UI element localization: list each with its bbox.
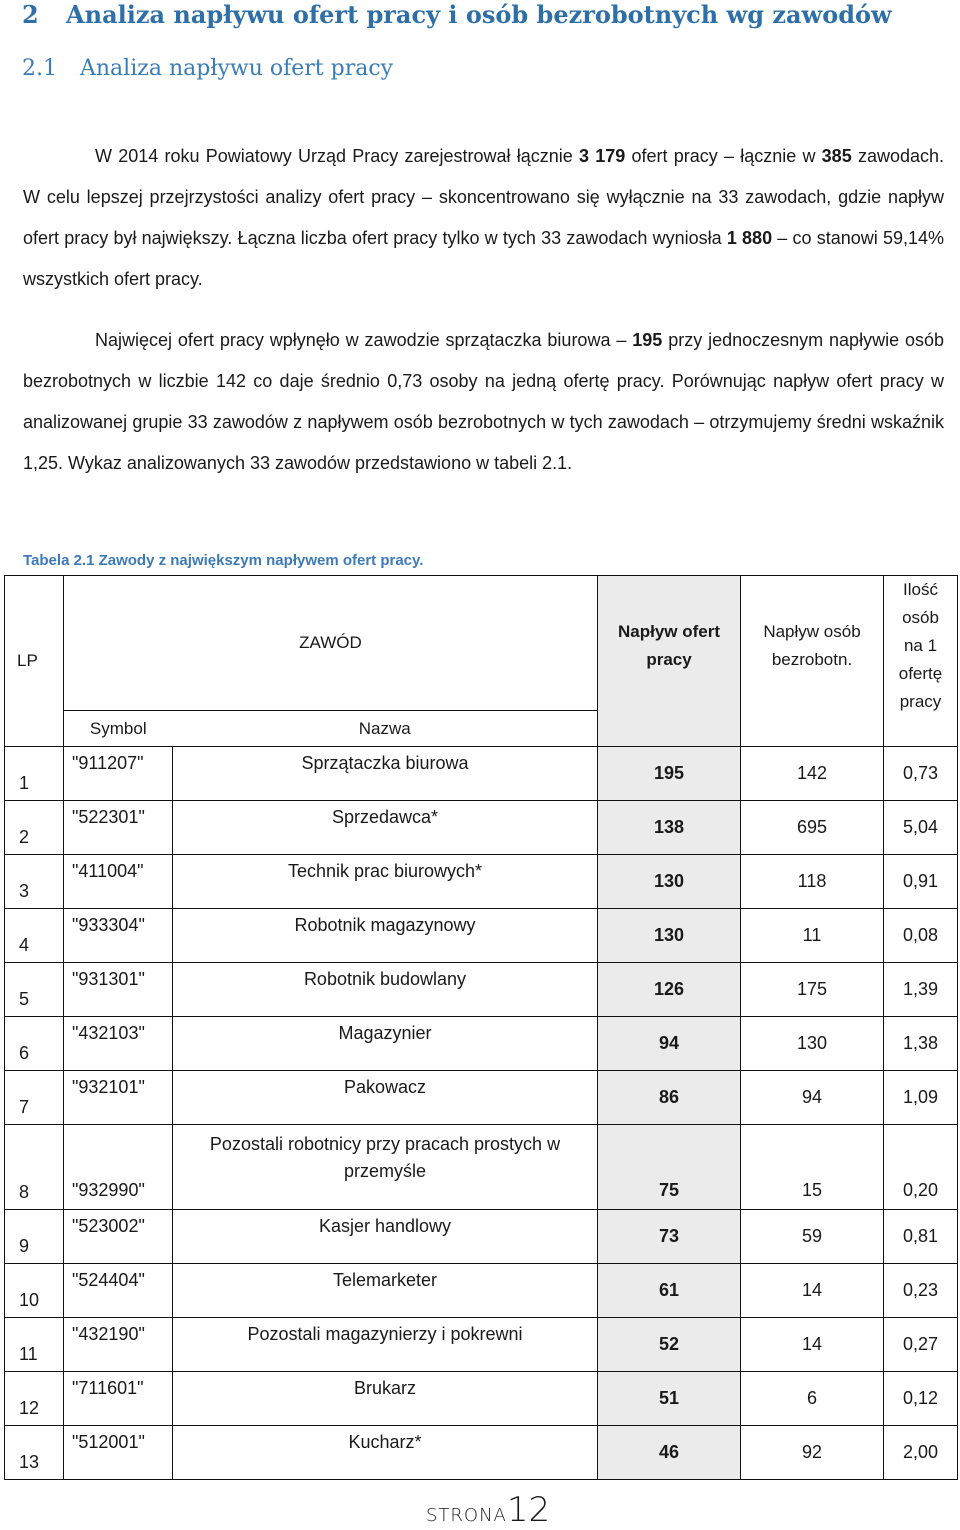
cell-nazwa: Technik prac biurowych* bbox=[173, 855, 598, 909]
text-run: ofert pracy – łącznie w bbox=[625, 146, 822, 166]
cell-oferty: 86 bbox=[598, 1071, 741, 1125]
header-nazwa: Nazwa bbox=[173, 711, 598, 747]
table-row bbox=[5, 1125, 958, 1210]
cell-symbol: "711601" bbox=[64, 1372, 173, 1426]
cell-ilosc: 0,12 bbox=[884, 1372, 958, 1426]
table-row bbox=[5, 1372, 958, 1426]
cell-symbol: "432190" bbox=[64, 1318, 173, 1372]
cell-ilosc: 2,00 bbox=[884, 1426, 958, 1480]
subsection-heading bbox=[22, 56, 393, 81]
section-number: 2 bbox=[22, 0, 39, 29]
cell-lp: 1 bbox=[5, 747, 64, 801]
cell-osoby: 118 bbox=[741, 855, 884, 909]
table-row bbox=[5, 963, 958, 1017]
table-row bbox=[5, 1071, 958, 1125]
cell-lp: 6 bbox=[5, 1017, 64, 1071]
cell-symbol: "432103" bbox=[64, 1017, 173, 1071]
text-run: – co stanowi 59,14% wszystkich ofert pracy. bbox=[23, 228, 944, 289]
header-oferty: Napływ ofert pracy bbox=[598, 576, 741, 747]
cell-symbol: "523002" bbox=[64, 1210, 173, 1264]
cell-lp: 2 bbox=[5, 801, 64, 855]
cell-lp: 12 bbox=[5, 1372, 64, 1426]
subsection-title: Analiza napływu ofert pracy bbox=[80, 56, 394, 81]
cell-lp: 5 bbox=[5, 963, 64, 1017]
cell-oferty: 46 bbox=[598, 1426, 741, 1480]
cell-oferty: 130 bbox=[598, 909, 741, 963]
cell-nazwa: Pozostali robotnicy przy pracach prostych w przemyśle bbox=[173, 1125, 598, 1210]
cell-nazwa: Brukarz bbox=[173, 1372, 598, 1426]
cell-oferty: 52 bbox=[598, 1318, 741, 1372]
cell-ilosc: 0,81 bbox=[884, 1210, 958, 1264]
text-run: Najwięcej ofert pracy wpłynęło w zawodzie sprzątaczka biurowa – bbox=[95, 330, 633, 350]
header-osoby: Napływ osób bezrobotn. bbox=[741, 576, 884, 747]
cell-symbol: "911207" bbox=[64, 747, 173, 801]
table-header-row bbox=[5, 576, 958, 711]
cell-lp: 8 bbox=[5, 1125, 64, 1210]
page-footer bbox=[426, 1490, 550, 1530]
text-run: W 2014 roku Powiatowy Urząd Pracy zarejestrował łącznie bbox=[95, 146, 579, 166]
paragraph-intro bbox=[23, 136, 944, 300]
cell-lp: 7 bbox=[5, 1071, 64, 1125]
cell-symbol: "522301" bbox=[64, 801, 173, 855]
cell-nazwa: Telemarketer bbox=[173, 1264, 598, 1318]
table-row bbox=[5, 1426, 958, 1480]
table-row bbox=[5, 747, 958, 801]
cell-oferty: 94 bbox=[598, 1017, 741, 1071]
cell-ilosc: 0,08 bbox=[884, 909, 958, 963]
table-row bbox=[5, 1318, 958, 1372]
cell-lp: 11 bbox=[5, 1318, 64, 1372]
cell-osoby: 14 bbox=[741, 1264, 884, 1318]
text-bold: 1 880 bbox=[726, 228, 773, 248]
cell-nazwa: Magazynier bbox=[173, 1017, 598, 1071]
cell-osoby: 92 bbox=[741, 1426, 884, 1480]
cell-oferty: 75 bbox=[598, 1125, 741, 1210]
cell-ilosc: 5,04 bbox=[884, 801, 958, 855]
cell-oferty: 138 bbox=[598, 801, 741, 855]
cell-osoby: 14 bbox=[741, 1318, 884, 1372]
page-number: 12 bbox=[506, 1490, 551, 1530]
table-row bbox=[5, 855, 958, 909]
cell-oferty: 61 bbox=[598, 1264, 741, 1318]
cell-oferty: 73 bbox=[598, 1210, 741, 1264]
cell-ilosc: 0,91 bbox=[884, 855, 958, 909]
cell-lp: 13 bbox=[5, 1426, 64, 1480]
cell-lp: 10 bbox=[5, 1264, 64, 1318]
text-bold: 385 bbox=[821, 146, 852, 166]
text-run: zawodach. W celu lepszej przejrzystości analizy ofert pracy – skoncentrowano się wyłącznie na 33 zawodach, gdzie napływ ofert pracy był największy. Łączna liczba ofert pracy tylko w tych 33 zawodach wyniosła bbox=[23, 146, 944, 248]
cell-osoby: 130 bbox=[741, 1017, 884, 1071]
cell-nazwa: Kasjer handlowy bbox=[173, 1210, 598, 1264]
cell-ilosc: 1,39 bbox=[884, 963, 958, 1017]
cell-nazwa: Kucharz* bbox=[173, 1426, 598, 1480]
cell-osoby: 15 bbox=[741, 1125, 884, 1210]
cell-ilosc: 1,09 bbox=[884, 1071, 958, 1125]
cell-nazwa: Robotnik budowlany bbox=[173, 963, 598, 1017]
table-row bbox=[5, 1017, 958, 1071]
header-zawod: ZAWÓD bbox=[64, 576, 598, 711]
table-row bbox=[5, 1210, 958, 1264]
subsection-number: 2.1 bbox=[22, 56, 57, 81]
cell-oferty: 51 bbox=[598, 1372, 741, 1426]
cell-ilosc: 0,20 bbox=[884, 1125, 958, 1210]
occupations-table bbox=[4, 575, 958, 1480]
cell-ilosc: 0,27 bbox=[884, 1318, 958, 1372]
cell-nazwa: Robotnik magazynowy bbox=[173, 909, 598, 963]
cell-osoby: 59 bbox=[741, 1210, 884, 1264]
cell-osoby: 6 bbox=[741, 1372, 884, 1426]
cell-symbol: "932101" bbox=[64, 1071, 173, 1125]
cell-symbol: "931301" bbox=[64, 963, 173, 1017]
text-run: przy jednoczesnym napływie osób bezrobotnych w liczbie 142 co daje średnio 0,73 osoby na jedną ofertę pracy. Porównując napływ ofert pracy w analizowanej grupie 33 zawodów z napływem osób bezrobotnych w tych zawodach – otrzymujemy średni wskaźnik 1,25. Wykaz analizowanych 33 zawodów przedstawiono w tabeli 2.1. bbox=[23, 330, 944, 473]
table-row bbox=[5, 801, 958, 855]
paragraph-summary bbox=[23, 320, 944, 484]
cell-symbol: "512001" bbox=[64, 1426, 173, 1480]
table-row bbox=[5, 1264, 958, 1318]
section-title: Analiza napływu ofert pracy i osób bezrobotnych wg zawodów bbox=[66, 0, 892, 29]
cell-ilosc: 1,38 bbox=[884, 1017, 958, 1071]
cell-lp: 4 bbox=[5, 909, 64, 963]
cell-nazwa: Sprzątaczka biurowa bbox=[173, 747, 598, 801]
footer-label: STRONA bbox=[426, 1505, 507, 1526]
cell-lp: 9 bbox=[5, 1210, 64, 1264]
table-caption: Tabela 2.1 Zawody z największym napływem ofert pracy. bbox=[23, 552, 424, 569]
cell-nazwa: Sprzedawca* bbox=[173, 801, 598, 855]
cell-osoby: 11 bbox=[741, 909, 884, 963]
text-bold: 3 179 bbox=[578, 146, 626, 166]
cell-osoby: 94 bbox=[741, 1071, 884, 1125]
cell-oferty: 130 bbox=[598, 855, 741, 909]
cell-ilosc: 0,23 bbox=[884, 1264, 958, 1318]
cell-ilosc: 0,73 bbox=[884, 747, 958, 801]
header-symbol: Symbol bbox=[64, 711, 173, 747]
section-heading bbox=[22, 0, 892, 29]
cell-nazwa: Pozostali magazynierzy i pokrewni bbox=[173, 1318, 598, 1372]
cell-osoby: 695 bbox=[741, 801, 884, 855]
table-row bbox=[5, 909, 958, 963]
cell-symbol: "524404" bbox=[64, 1264, 173, 1318]
text-bold: 195 bbox=[632, 330, 663, 350]
cell-osoby: 142 bbox=[741, 747, 884, 801]
cell-symbol: "411004" bbox=[64, 855, 173, 909]
header-ilosc: Ilość osób na 1 ofertę pracy bbox=[884, 576, 958, 747]
cell-oferty: 126 bbox=[598, 963, 741, 1017]
cell-symbol: "932990" bbox=[64, 1125, 173, 1210]
cell-osoby: 175 bbox=[741, 963, 884, 1017]
cell-symbol: "933304" bbox=[64, 909, 173, 963]
cell-oferty: 195 bbox=[598, 747, 741, 801]
cell-nazwa: Pakowacz bbox=[173, 1071, 598, 1125]
cell-lp: 3 bbox=[5, 855, 64, 909]
header-lp: LP bbox=[5, 576, 64, 747]
